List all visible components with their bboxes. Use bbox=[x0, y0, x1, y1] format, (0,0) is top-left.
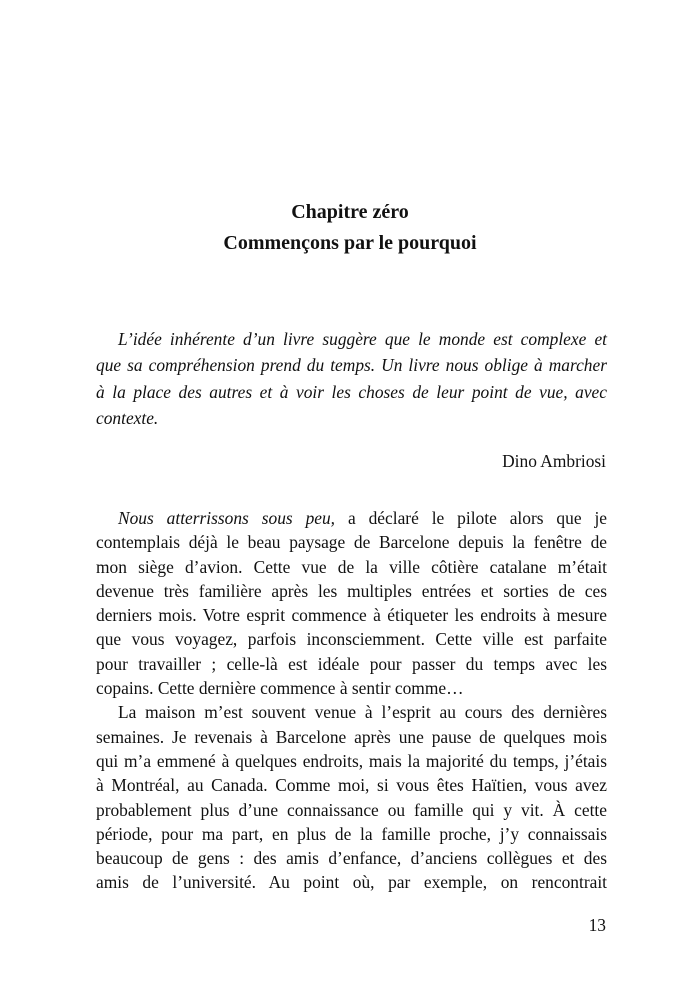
body-line: beaucoup de gens : des amis d’enfance, d’anciens collègues et des bbox=[96, 848, 607, 869]
body-line: devenue très familière après les multiples entrées et sorties de ces bbox=[96, 580, 607, 601]
epigraph-line: contexte. bbox=[96, 408, 159, 429]
epigraph-author: Dino Ambriosi bbox=[502, 451, 606, 471]
body-line: La maison m’est souvent venue à l’esprit au cours des dernières bbox=[118, 702, 607, 723]
body-line: copains. Cette dernière commence à sentir comme… bbox=[96, 678, 464, 699]
body-line: derniers mois. Votre esprit commence à étiqueter les endroits à mesure bbox=[96, 605, 607, 626]
epigraph-line: L’idée inhérente d’un livre suggère que le monde est complexe et bbox=[118, 329, 607, 349]
body-line: probablement plus d’une connaissance ou famille qui y vit. À cette bbox=[96, 799, 607, 820]
body-line: à Montréal, au Canada. Comme moi, si vous êtes Haïtien, vous avez bbox=[96, 775, 607, 796]
body-line: période, pour ma part, en plus de la famille proche, j’y connaissais bbox=[96, 823, 607, 844]
italic-quote: Nous atterrissons sous peu, bbox=[118, 508, 336, 528]
body-line: semaines. Je revenais à Barcelone après une pause de quelques mois bbox=[96, 726, 607, 747]
epigraph bbox=[96, 326, 607, 432]
body-line: amis de l’université. Au point où, par exemple, on rencontrait bbox=[96, 872, 607, 893]
body-line: pour travailler ; celle-là est idéale pour passer du temps avec les bbox=[96, 653, 607, 674]
body-line-rest: a déclaré le pilote alors que je bbox=[335, 508, 608, 528]
body-line: que vous voyagez, parfois inconsciemment. Cette ville est parfaite bbox=[96, 629, 607, 650]
chapter-label: Chapitre zéro bbox=[291, 201, 409, 223]
body-line: contemplais déjà le beau paysage de Barcelone depuis la fenêtre de bbox=[96, 532, 607, 553]
body-line: mon siège d’avion. Cette vue de la ville côtière catalane m’était bbox=[96, 556, 607, 577]
chapter-title: Commençons par le pourquoi bbox=[223, 232, 477, 254]
epigraph-line: que sa compréhension prend du temps. Un livre nous oblige à marcher bbox=[96, 355, 607, 376]
body-text bbox=[96, 506, 607, 895]
body-line: qui m’a emmené à quelques endroits, mais la majorité du temps, j’étais bbox=[96, 750, 607, 771]
page-number: 13 bbox=[588, 915, 606, 935]
epigraph-line: à la place des autres et à voir les choses de leur point de vue, avec bbox=[96, 381, 607, 402]
body-line bbox=[96, 506, 607, 530]
